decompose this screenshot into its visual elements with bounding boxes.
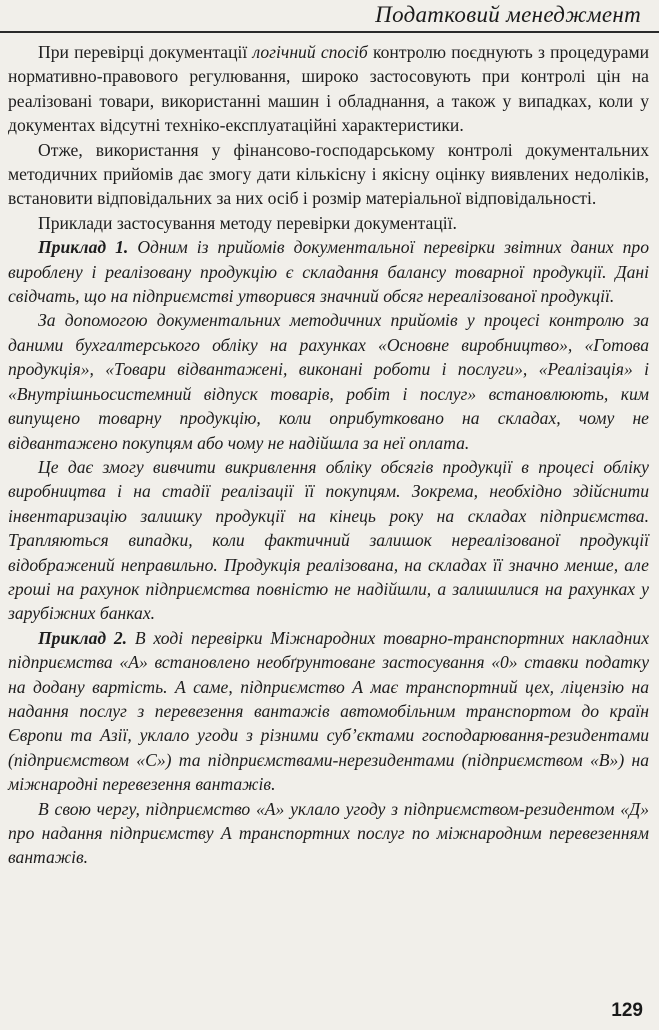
header-rule xyxy=(0,31,659,33)
paragraph-8: В свою чергу, підприємство «А» уклало угоду з підприємством-резидентом «Д» про надання підприємству А транспортних послуг по міжнародним перевезенням вантажів. xyxy=(8,798,649,868)
paragraph-1-rest: контролю поєднують з процедурами нормативно-правового регулювання, широко застосовують при контролі цін на реалізовані товари, використанні машин і обладнання, а також у випадках, коли у документах відсутні техніко-експлуатаційні характеристики. xyxy=(8,42,649,136)
paragraph-2: Отже, використання у фінансово-господарському контролі документальних методичних прийомів дає змогу дати кількісну і якісну оцінку виявлених недоліків, встановити відповідальних за них осіб і розмір матеріальної відповідальності. xyxy=(8,139,649,209)
running-title: Податковий менеджмент xyxy=(375,2,641,27)
example-2 xyxy=(8,626,649,797)
paragraph-6: Це дає змогу вивчити викривлення обліку обсягів продукції в процесі обліку виробництва і на стадії реалізації її покупцям. Зокрема, необхідно здійснити інвентаризацію залишку продукції на кінець року на складах підприємства. Трапляються випадки, коли фактичний залишок нереалізованої продукції відображений неправильно. Продукція реалізована, на складах її значно менше, але гроші на рахунок підприємства повністю не надійшли, а залишилися на рахунках у зарубіжних банках. xyxy=(8,456,649,624)
page-header xyxy=(0,0,659,34)
page-number: 129 xyxy=(611,1000,643,1021)
example-2-text: В ході перевірки Міжнародних товарно-транспортних накладних підприємства «А» встановлено необґрунтоване застосування «0» ставки податку на додану вартість. А саме, підприємство А має транспортний цех, ліцензію на надання послуг з перевезення вантажів автомобільним транспортом до країн Європи та Азії, уклало угоди з різними суб’єктами господарювання-резидентами (підприємством «С») та підприємствами-нерезидентами (підприємством «В») на міжнародні перевезення вантажів. xyxy=(8,627,649,795)
example-1-label: Приклад 1. xyxy=(38,237,129,258)
example-2-label: Приклад 2. xyxy=(38,627,128,648)
example-1-text: Одним із прийомів документальної перевірки звітних даних про вироблену і реалізовану продукцію є складання балансу товарної продукції. Дані свідчать, що на підприємстві утворився значний обсяг нереалізованої продукції. xyxy=(8,237,649,307)
paragraph-1 xyxy=(8,40,649,138)
example-1 xyxy=(8,235,649,308)
paragraph-1-start: При перевірці документації xyxy=(38,42,253,62)
paragraph-5: За допомогою документальних методичних прийомів у процесі контролю за даними бухгалтерського обліку на рахунках «Основне виробництво», «Готова продукція», «Товари відвантажені, виконані роботи і послуги», «Реалізація» і «Внутрішньосистемний відпуск товарів, робіт і послуг» встановлюють, ким випущено товарну продукцію, коли оприбутковано на складах, чому не відвантажено покупцям або чому не надійшла за неї оплата. xyxy=(8,310,649,453)
paragraph-1-term: логічний спосіб xyxy=(252,42,368,62)
paragraph-3: Приклади застосування методу перевірки документації. xyxy=(38,212,457,233)
page-body xyxy=(8,40,649,870)
